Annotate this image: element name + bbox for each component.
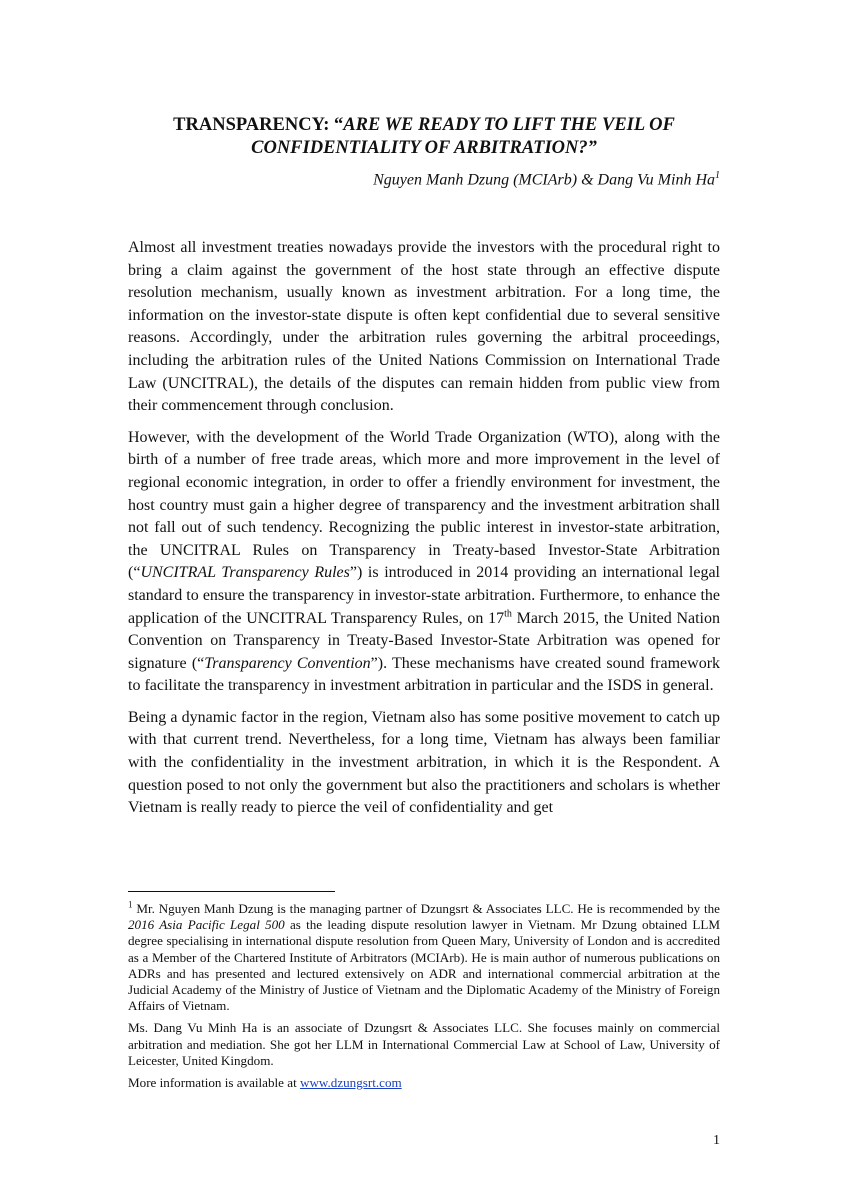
paragraph-2: However, with the development of the World Trade Organization (WTO), along with the birth of a number of free trade areas, which more and more improvement in the level of regional economic integration, in order to offer a friendly environment for investment, the host country must gain a higher degree of transparency and the investment arbitration shall not fall out of such tendency. Recognizing the public interest in investor-state arbitration, the UNCITRAL Rules on Transparency in Treaty-based Investor-State Arbitration (“UNCITRAL Transparency Rules”) is introduced in 2014 providing an international legal standard to ensure the transparency in investor-state arbitration. Furthermore, to enhance the application of the UNCITRAL Transparency Rules, on 17th March 2015, the United Nation Convention on Transparency in Treaty-Based Investor-State Arbitration was opened for signature (“Transparency Convention”). These mechanisms have created sound framework to facilitate the transparency in investment arbitration in particular and the ISDS in general. (128, 428, 721, 695)
term-transparency-convention: Transparency Convention (204, 654, 371, 672)
document-title: TRANSPARENCY: “ARE WE READY TO LIFT THE VEIL OF CONFIDENTIALITY OF ARBITRATION?” (173, 115, 675, 158)
footnote-1-continued: Ms. Dang Vu Minh Ha is an associate of Dzungsrt & Associates LLC. She focuses mainly on commercial arbitration and mediation. She got her LLM in International Commercial Law at School of Law, University of Leicester, United Kingdom. (128, 1020, 720, 1068)
footnote-separator (128, 891, 335, 892)
more-info-line: More information is available at www.dzungsrt.com (128, 1075, 402, 1091)
page-number: 1 (713, 1133, 720, 1148)
paragraph-3: Being a dynamic factor in the region, Vietnam also has some positive movement to catch up with that current trend. Nevertheless, for a long time, Vietnam has always been familiar with the confidentiality in the investment arbitration, in which it is the Respondent. A question posed to not only the government but also the practitioners and scholars is whether Vietnam is really ready to pierce the veil of confidentiality and get (128, 708, 720, 817)
title-question: ARE WE READY TO LIFT THE VEIL OF CONFIDENTIALITY OF ARBITRATION?” (251, 115, 675, 158)
term-uncitral-transparency-rules: UNCITRAL Transparency Rules (140, 564, 350, 582)
website-link[interactable]: www.dzungsrt.com (299, 1075, 402, 1091)
paragraph-1: Almost all investment treaties nowadays provide the investors with the procedural right to bring a claim against the government of the host state through an effective dispute resolution mechanism, usually known as investment arbitration. For a long time, the information on the investor-state dispute is often kept confidential due to several sensitive reasons. Accordingly, under the arbitration rules governing the arbitral proceedings, including the arbitration rules of the United Nations Commission on International Trade Law (UNCITRAL), the details of the disputes can remain hidden from public view from their commencement through conclusion. (128, 239, 720, 415)
footnotes (128, 901, 720, 1097)
body-text (128, 237, 720, 829)
authors-footnote-ref[interactable]: 1 (715, 170, 720, 181)
term-legal-500: 2016 Asia Pacific Legal 500 (128, 917, 285, 933)
authors-text: Nguyen Manh Dzung (MCIArb) & Dang Vu Minh Ha (373, 171, 715, 189)
footnote-number: 1 (128, 899, 133, 910)
authors-line (373, 170, 720, 189)
ordinal-suffix: th (504, 608, 512, 620)
footnote-1: $^1$ Mr. Nguyen Manh Dzung is the managing partner of Dzungsrt & Associates LLC. He is recommended by the 2016 Asia Pacific Legal 500 as the leading dispute resolution lawyer in Vietnam. Mr Dzung obtained LLM degree specialising in international dispute resolution from Queen Mary, University of London and is accredited as a Member of the Chartered Institute of Arbitrators (MCIArb). He is main author of numerous publications on ADRs and has presented and lectured extensively on ADR and international commercial arbitration at the Judicial Academy of the Ministry of Justice of Vietnam and the Diplomatic Academy of the Ministry of Foreign Affairs of Vietnam. (128, 899, 720, 1014)
